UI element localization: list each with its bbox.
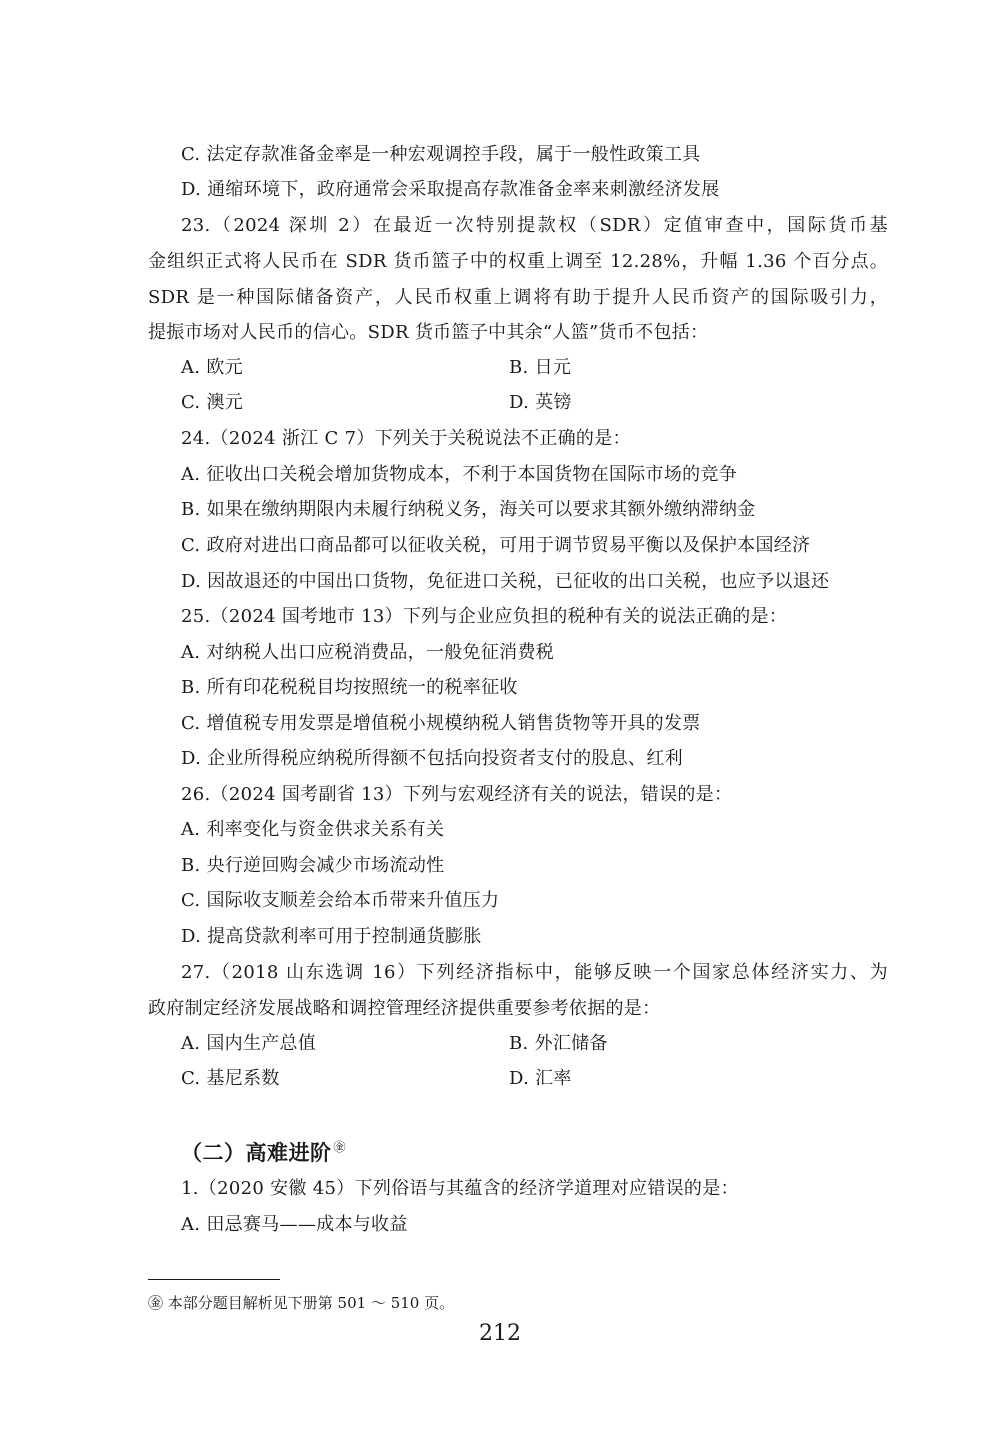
option-27c: C. 基尼系数 [181, 1068, 280, 1089]
question-23-line2: 金组织正式将人民币在 SDR 货币篮子中的权重上调至 12.28%，升幅 1.36 个百分点。 [148, 251, 888, 272]
question-25: 25.（2024 国考地市 13）下列与企业应负担的税种有关的说法正确的是： [181, 606, 788, 627]
option-26b: B. 央行逆回购会减少市场流动性 [181, 855, 445, 876]
question-27-line2: 政府制定经济发展战略和调控管理经济提供重要参考依据的是： [148, 998, 661, 1019]
question-26: 26.（2024 国考副省 13）下列与宏观经济有关的说法，错误的是： [181, 784, 733, 805]
question-24: 24.（2024 浙江 C 7）下列关于关税说法不正确的是： [181, 428, 631, 449]
option-26d: D. 提高贷款利率可用于控制通货膨胀 [181, 926, 482, 947]
question-23-line4: 提振市场对人民币的信心。SDR 货币篮子中其余“人篮”货币不包括： [148, 322, 709, 343]
option-24d: D. 因故退还的中国出口货物，免征进口关税，已征收的出口关税，也应予以退还 [181, 571, 830, 592]
option-1a: A. 田忌赛马——成本与收益 [181, 1214, 408, 1235]
footnote-mark-icon: ㊎ [333, 1140, 347, 1154]
option-25d: D. 企业所得税应纳税所得额不包括向投资者支付的股息、红利 [181, 748, 683, 769]
option-26c: C. 国际收支顺差会给本币带来升值压力 [181, 890, 500, 911]
question-23-line1: 23.（2024 深圳 2）在最近一次特别提款权（SDR）定值审查中，国际货币基 [181, 215, 888, 236]
question-1: 1.（2020 安徽 45）下列俗语与其蕴含的经济学道理对应错误的是： [181, 1178, 739, 1199]
option-22c: C. 法定存款准备金率是一种宏观调控手段，属于一般性政策工具 [181, 144, 701, 165]
option-27b: B. 外汇储备 [509, 1033, 608, 1054]
option-24b: B. 如果在缴纳期限内未履行纳税义务，海关可以要求其额外缴纳滞纳金 [181, 499, 756, 520]
question-23-line3: SDR 是一种国际储备资产，人民币权重上调将有助于提升人民币资产的国际吸引力， [148, 287, 888, 308]
option-22d: D. 通缩环境下，政府通常会采取提高存款准备金率来刺激经济发展 [181, 179, 720, 200]
question-27-line1: 27.（2018 山东选调 16）下列经济指标中，能够反映一个国家总体经济实力、为 [181, 962, 888, 983]
option-24c: C. 政府对进出口商品都可以征收关税，可用于调节贸易平衡以及保护本国经济 [181, 535, 811, 556]
page-number: 212 [479, 1321, 521, 1346]
option-25a: A. 对纳税人出口应税消费品，一般免征消费税 [181, 642, 555, 663]
option-23b: B. 日元 [509, 357, 572, 378]
option-23a: A. 欧元 [181, 357, 243, 378]
option-23d: D. 英镑 [509, 392, 572, 413]
option-27a: A. 国内生产总值 [181, 1033, 317, 1054]
option-27d: D. 汇率 [509, 1068, 572, 1089]
option-23c: C. 澳元 [181, 392, 244, 413]
option-25c: C. 增值税专用发票是增值税小规模纳税人销售货物等开具的发票 [181, 713, 701, 734]
footnote: ㊎ 本部分题目解析见下册第 501 ～ 510 页。 [148, 1294, 455, 1312]
footnote-divider [148, 1279, 280, 1280]
option-24a: A. 征收出口关税会增加货物成本，不利于本国货物在国际市场的竞争 [181, 464, 738, 485]
option-25b: B. 所有印花税税目均按照统一的税率征收 [181, 677, 518, 698]
section-title: （二）高难进阶 [181, 1141, 332, 1165]
option-26a: A. 利率变化与资金供求关系有关 [181, 819, 445, 840]
section-heading [181, 1133, 346, 1167]
